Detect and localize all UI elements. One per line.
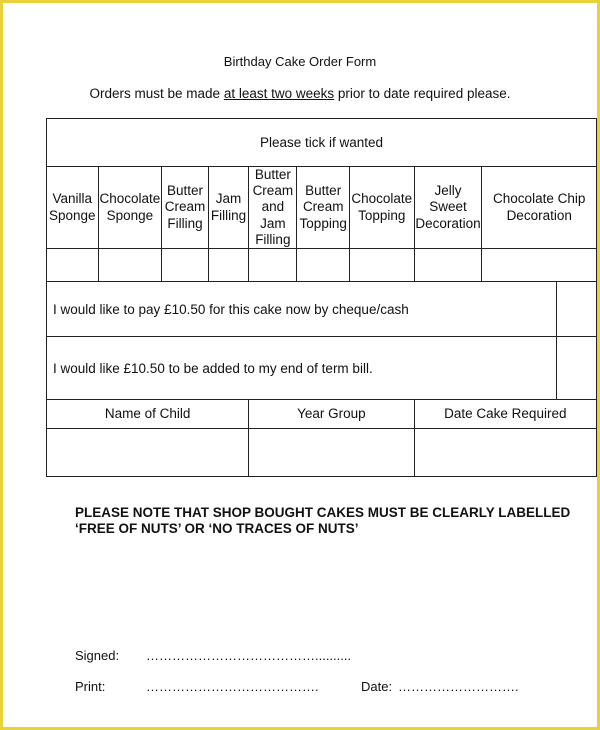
option-chocolate-topping: Chocolate Topping	[349, 167, 414, 249]
name-of-child-field[interactable]	[47, 429, 249, 477]
pay-bill-tick-box[interactable]	[556, 337, 596, 400]
date-required-header: Date Cake Required	[414, 400, 596, 429]
pay-bill-label: I would like £10.50 to be added to my end of term bill.	[53, 360, 373, 376]
option-butter-cream-topping: Butter Cream Topping	[297, 167, 350, 249]
tick-box-vanilla-sponge[interactable]	[47, 249, 99, 282]
option-chocolate-sponge: Chocolate Sponge	[98, 167, 162, 249]
name-of-child-header: Name of Child	[47, 400, 249, 429]
date-label: Date:	[361, 679, 393, 694]
option-chocolate-chip-decoration: Chocolate Chip Decoration	[482, 167, 597, 249]
tick-box-chocolate-sponge[interactable]	[98, 249, 162, 282]
date-field[interactable]: ……………………….	[398, 679, 519, 694]
year-group-field[interactable]	[249, 429, 414, 477]
print-label: Print:	[75, 679, 106, 694]
option-vanilla-sponge: Vanilla Sponge	[47, 167, 99, 249]
form-subtitle	[3, 86, 597, 101]
nut-warning-line-2: ‘FREE OF NUTS’ OR ‘NO TRACES OF NUTS’	[75, 521, 359, 536]
pay-cheque-label: I would like to pay £10.50 for this cake now by cheque/cash	[53, 301, 409, 317]
tick-box-chocolate-chip-decoration[interactable]	[482, 249, 597, 282]
signed-field[interactable]: …………………………………..........	[146, 648, 352, 663]
option-jam-filling: Jam Filling	[208, 167, 249, 249]
tick-box-jelly-sweet-decoration[interactable]	[414, 249, 482, 282]
print-field[interactable]: ………………………………….	[146, 679, 319, 694]
pay-bill-option	[47, 337, 557, 400]
subtitle-underlined-text: at least two weeks	[223, 86, 335, 101]
subtitle-text-start: Orders must be made	[89, 86, 224, 101]
subtitle-text-end: prior to date required please.	[334, 86, 511, 101]
form-title: Birthday Cake Order Form	[223, 54, 377, 69]
tick-box-chocolate-topping[interactable]	[349, 249, 414, 282]
option-butter-cream-jam-filling: Butter Cream and Jam Filling	[249, 167, 297, 249]
order-form-table	[46, 118, 597, 477]
tick-header: Please tick if wanted	[259, 135, 384, 150]
option-jelly-sweet-decoration: Jelly Sweet Decoration	[414, 167, 482, 249]
signed-label: Signed:	[75, 648, 120, 663]
date-required-field[interactable]	[414, 429, 596, 477]
nut-warning-line-1: PLEASE NOTE THAT SHOP BOUGHT CAKES MUST BE CLEARLY LABELLED	[75, 505, 571, 520]
tick-box-butter-cream-filling[interactable]	[162, 249, 208, 282]
tick-header-cell	[47, 119, 597, 167]
tick-box-butter-cream-jam-filling[interactable]	[249, 249, 297, 282]
pay-cheque-option	[47, 282, 557, 337]
year-group-header: Year Group	[249, 400, 414, 429]
tick-box-jam-filling[interactable]	[208, 249, 249, 282]
nut-warning-note	[75, 505, 570, 537]
pay-cheque-tick-box[interactable]	[556, 282, 596, 337]
option-butter-cream-filling: Butter Cream Filling	[162, 167, 208, 249]
tick-box-butter-cream-topping[interactable]	[297, 249, 350, 282]
